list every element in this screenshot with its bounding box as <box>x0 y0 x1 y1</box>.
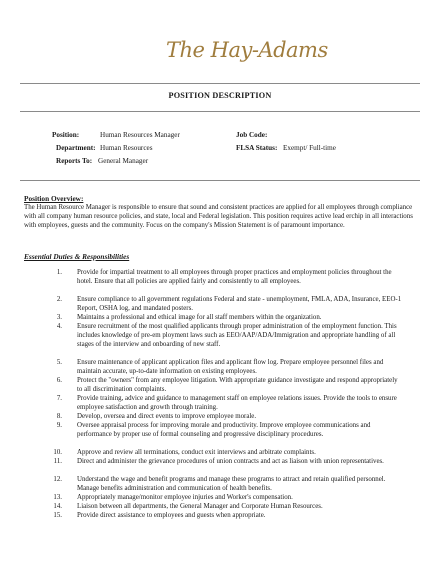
duty-number: 5. <box>56 359 62 366</box>
duty-text: Ensure compliance to all government regulations Federal and state - unemployment, FMLA, ADA, Insurance, EEO-1 Report, OSHA log, and mandated posters. <box>77 296 402 313</box>
duty-text: Provide direct assistance to employees and guests when appropriate. <box>77 512 266 519</box>
duty-number: 7. <box>56 395 62 402</box>
duty-number: 4. <box>56 323 62 330</box>
duty-text: Protect the "owners" from any employee litigation. With appropriate guidance investigate and respond appropriately to all discrimination complaints. <box>77 377 398 394</box>
job-code-label: Job Code: <box>236 131 268 139</box>
page-title: POSITION DESCRIPTION <box>168 91 272 100</box>
duty-number: 6. <box>56 377 62 384</box>
overview-heading: Position Overview: <box>24 194 84 203</box>
reports-to-value: General Manager <box>98 157 149 165</box>
duty-text: Ensure recruitment of the most qualified applicants through proper administration of the employment function. This includes knowledge of pre-em ployment laws such as EEO/AAP/ADA/Immigration and appropriate handling of all stages of the interview and onboarding of new staff. <box>77 323 397 349</box>
duty-number: 11. <box>53 458 62 465</box>
duty-text: Provide training, advice and guidance to management staff on employee relations issues. Provide the tools to ensure employee satisfaction and growth through training. <box>77 395 397 412</box>
flsa-label: FLSA Status: <box>236 144 278 152</box>
duty-number: 8. <box>56 413 62 420</box>
duty-number: 13. <box>53 494 62 501</box>
duty-number: 15. <box>53 512 62 519</box>
flsa-value: Exempt/ Full-time <box>283 144 336 152</box>
reports-to-label: Reports To: <box>56 157 93 165</box>
top-divider <box>20 83 420 84</box>
department-value: Human Resources <box>100 144 153 152</box>
duty-text: Oversee appraisal process for improving morale and productivity. Improve employee communications and performance by proper use of formal counseling and progressive disciplinary procedures. <box>77 422 371 439</box>
duty-number: 14. <box>53 503 62 510</box>
duty-text: Provide for impartial treatment to all employees through proper practices and employment policies throughout the hotel. Ensure that all policies are applied fairly and consistently to all employees. <box>77 269 392 286</box>
duty-number: 9. <box>56 422 62 429</box>
duty-text: Maintains a professional and ethical image for all staff members within the organization. <box>77 314 322 321</box>
duties-heading: Essential Duties & Responsibilities <box>24 252 130 261</box>
logo-wordmark: The Hay-Adams <box>166 38 328 62</box>
department-label: Department: <box>56 144 96 152</box>
duty-text: Direct and administer the grievance procedures of union contracts and act as liaison with union representatives. <box>77 458 384 465</box>
duty-text: Understand the wage and benefit programs and manage these programs to attract and retain qualified personnel. Manage benefits administration and communication of health benefits. <box>77 476 386 493</box>
fields-divider <box>20 180 420 181</box>
duty-text: Develop, oversea and direct events to improve employee morale. <box>77 413 257 420</box>
duty-text: Ensure maintenance of applicant application files and applicant flow log. Prepare employee personnel files and maintain accurate, up-to-date information on existing employees. <box>77 359 384 376</box>
duty-number: 1. <box>56 269 62 276</box>
hay-adams-logo <box>166 30 328 70</box>
title-divider <box>20 111 420 112</box>
duty-number: 12. <box>53 476 62 483</box>
duty-number: 3. <box>56 314 62 321</box>
position-value: Human Resources Manager <box>100 131 180 139</box>
duty-text: Liaison between all departments, the General Manager and Corporate Human Resources. <box>77 503 323 510</box>
duty-number: 2. <box>56 296 62 303</box>
overview-paragraph: The Human Resource Manager is responsible to ensure that sound and consistent practices are applied for all employees through compliance with all company human resource policies, and state, local and Federal legislation. This position requires active lead erchip in all interactions with employees, guests and the community. Focus on the company's Mission Statement is of paramount importance. <box>24 204 413 230</box>
duty-text: Appropriately manage/monitor employee injuries and Worker's compensation. <box>77 494 293 501</box>
position-label: Position: <box>52 131 80 139</box>
duty-number: 10. <box>53 449 62 456</box>
duty-text: Approve and review all terminations, conduct exit interviews and arbitrate complaints. <box>77 449 316 456</box>
